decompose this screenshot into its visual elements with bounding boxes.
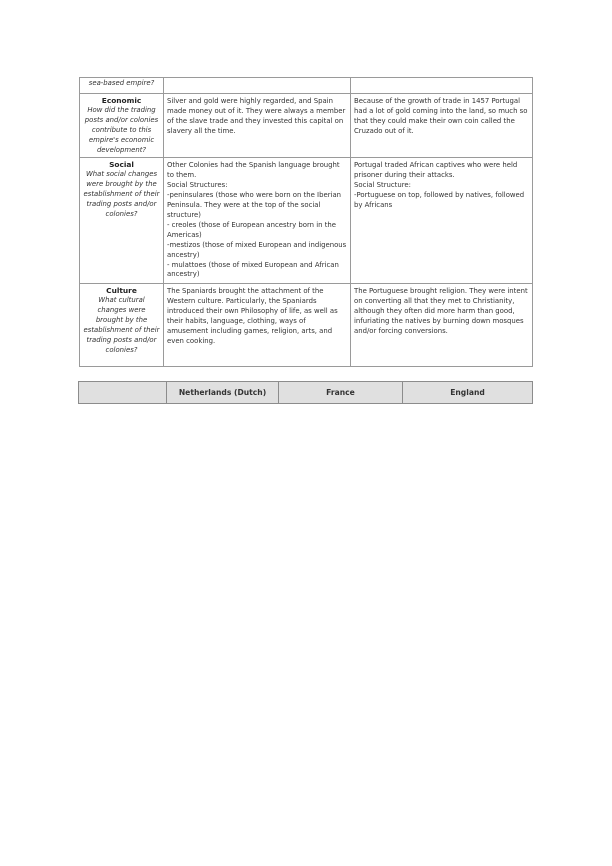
header-row — [79, 382, 533, 404]
cell-text: Social Structures: — [167, 181, 228, 190]
cell-text: - creoles (those of European ancestry born in the Americas) — [167, 220, 339, 239]
cell-text: -mestizos (those of mixed European and indigenous ancestry) — [167, 240, 349, 259]
cell-text: The Spaniards brought the attachment of the Western culture. Particularly, the Spaniards introduced their own Philosophy of life, as well as their habits, language, clothing, ways of amusement including games, religion, arts, and even cooking. — [167, 287, 340, 345]
cell-text: Other Colonies had the Spanish language brought to them. — [167, 161, 342, 180]
row-header-economic — [80, 94, 164, 158]
row-title: Culture — [106, 286, 137, 296]
row-question: What cultural changes were brought by the establishment of their trading posts and/or colonies? — [83, 296, 160, 354]
header-cell-france: France — [279, 382, 403, 404]
header-cell-england: England — [403, 382, 533, 404]
cell-text: -Portuguese on top, followed by natives, followed by Africans — [354, 191, 527, 210]
cell-text: Portugal traded African captives who were held prisoner during their attacks. — [354, 161, 520, 180]
cell-text: Silver and gold were highly regarded, and Spain made money out of it. They were always a member of the slave trade and they invested this capital on slavery all the time. — [167, 97, 348, 135]
table-row — [80, 284, 533, 367]
portugal-social-cell — [351, 158, 533, 284]
row-title: Social — [109, 160, 134, 170]
empty-cell — [164, 78, 351, 94]
row-question: What social changes were brought by the establishment of their trading posts and/or colonies? — [83, 170, 160, 218]
cell-text: Social Structure: — [354, 181, 411, 190]
spain-economic-cell — [164, 94, 351, 158]
table-row — [80, 94, 533, 158]
header-cell-blank — [79, 382, 167, 404]
row-header-social — [80, 158, 164, 284]
spain-culture-cell — [164, 284, 351, 367]
header-cell-netherlands: Netherlands (Dutch) — [167, 382, 279, 404]
row-header-culture — [80, 284, 164, 367]
cell-text: -peninsulares (those who were born on the Iberian Peninsula. They were at the top of the social structure) — [167, 191, 344, 219]
empty-cell — [351, 78, 533, 94]
spain-social-cell — [164, 158, 351, 284]
row-title: Economic — [101, 96, 142, 105]
table-row — [80, 158, 533, 284]
row-question: How did the trading posts and/or colonies contribute to this empire's economic development? — [84, 105, 159, 154]
row-label-sea-based: sea-based empire? — [80, 78, 164, 94]
table-row — [80, 78, 533, 94]
cell-text: The Portuguese brought religion. They were intent on converting all that they met to Christianity, although they often did more harm than good, infuriating the natives by burning down mosques and/or forcing conversions. — [354, 287, 530, 335]
portugal-economic-cell — [351, 94, 533, 158]
cell-text: - mulattoes (those of mixed European and African ancestry) — [167, 260, 342, 279]
empire-comparison-table — [79, 77, 533, 367]
cell-text: Because of the growth of trade in 1457 Portugal had a lot of gold coming into the land, so much so that they could make their own coin called the Cruzado out of it. — [354, 97, 530, 135]
portugal-culture-cell — [351, 284, 533, 367]
european-empires-table — [78, 381, 533, 404]
